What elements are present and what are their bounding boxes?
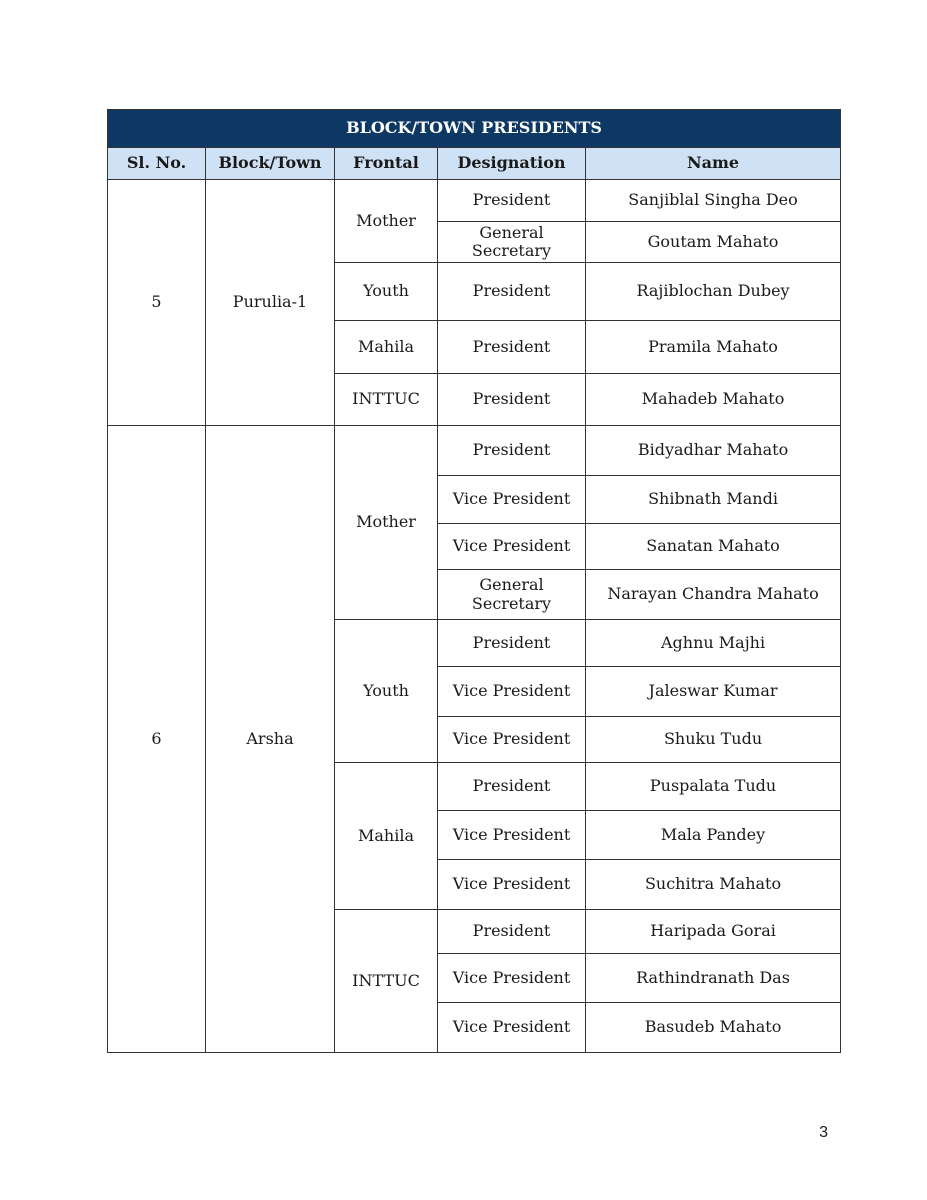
header-block-town: Block/Town bbox=[206, 148, 335, 180]
designation-cell: Vice President bbox=[438, 860, 586, 910]
designation-cell: General Secretary bbox=[438, 570, 586, 620]
frontal-cell: Mother bbox=[335, 426, 438, 620]
name-cell: Mahadeb Mahato bbox=[586, 374, 841, 426]
block-town-presidents-table bbox=[107, 109, 841, 1053]
header-frontal: Frontal bbox=[335, 148, 438, 180]
name-cell: Bidyadhar Mahato bbox=[586, 426, 841, 476]
name-cell: Sanatan Mahato bbox=[586, 524, 841, 570]
designation-cell: President bbox=[438, 620, 586, 667]
name-cell: Pramila Mahato bbox=[586, 321, 841, 374]
sl-no-cell: 5 bbox=[108, 180, 206, 426]
designation-cell: President bbox=[438, 763, 586, 811]
name-cell: Rathindranath Das bbox=[586, 954, 841, 1003]
designation-cell: President bbox=[438, 263, 586, 321]
name-cell: Puspalata Tudu bbox=[586, 763, 841, 811]
name-cell: Mala Pandey bbox=[586, 811, 841, 860]
designation-cell: Vice President bbox=[438, 667, 586, 717]
frontal-cell: Youth bbox=[335, 620, 438, 763]
table-title: BLOCK/TOWN PRESIDENTS bbox=[108, 110, 841, 148]
designation-cell: General Secretary bbox=[438, 222, 586, 263]
designation-cell: Vice President bbox=[438, 811, 586, 860]
name-cell: Basudeb Mahato bbox=[586, 1003, 841, 1053]
name-cell: Shibnath Mandi bbox=[586, 476, 841, 524]
name-cell: Shuku Tudu bbox=[586, 717, 841, 763]
table-title-row bbox=[108, 110, 841, 148]
page-number: 3 bbox=[819, 1124, 828, 1141]
designation-cell: Vice President bbox=[438, 717, 586, 763]
designation-cell: Vice President bbox=[438, 1003, 586, 1053]
block-town-cell: Purulia-1 bbox=[206, 180, 335, 426]
header-name: Name bbox=[586, 148, 841, 180]
name-cell: Narayan Chandra Mahato bbox=[586, 570, 841, 620]
name-cell: Jaleswar Kumar bbox=[586, 667, 841, 717]
name-cell: Haripada Gorai bbox=[586, 910, 841, 954]
designation-cell: President bbox=[438, 374, 586, 426]
name-cell: Sanjiblal Singha Deo bbox=[586, 180, 841, 222]
designation-cell: Vice President bbox=[438, 524, 586, 570]
table-header-row bbox=[108, 148, 841, 180]
header-designation: Designation bbox=[438, 148, 586, 180]
frontal-cell: INTTUC bbox=[335, 910, 438, 1053]
name-cell: Goutam Mahato bbox=[586, 222, 841, 263]
block-town-cell: Arsha bbox=[206, 426, 335, 1053]
designation-cell: President bbox=[438, 180, 586, 222]
designation-cell: President bbox=[438, 426, 586, 476]
designation-cell: President bbox=[438, 321, 586, 374]
name-cell: Suchitra Mahato bbox=[586, 860, 841, 910]
frontal-cell: Mother bbox=[335, 180, 438, 263]
table-row bbox=[108, 426, 841, 476]
frontal-cell: INTTUC bbox=[335, 374, 438, 426]
designation-cell: Vice President bbox=[438, 954, 586, 1003]
designation-cell: Vice President bbox=[438, 476, 586, 524]
designation-cell: President bbox=[438, 910, 586, 954]
name-cell: Rajiblochan Dubey bbox=[586, 263, 841, 321]
header-sl-no: Sl. No. bbox=[108, 148, 206, 180]
table-row bbox=[108, 180, 841, 222]
frontal-cell: Mahila bbox=[335, 321, 438, 374]
frontal-cell: Youth bbox=[335, 263, 438, 321]
name-cell: Aghnu Majhi bbox=[586, 620, 841, 667]
sl-no-cell: 6 bbox=[108, 426, 206, 1053]
frontal-cell: Mahila bbox=[335, 763, 438, 910]
